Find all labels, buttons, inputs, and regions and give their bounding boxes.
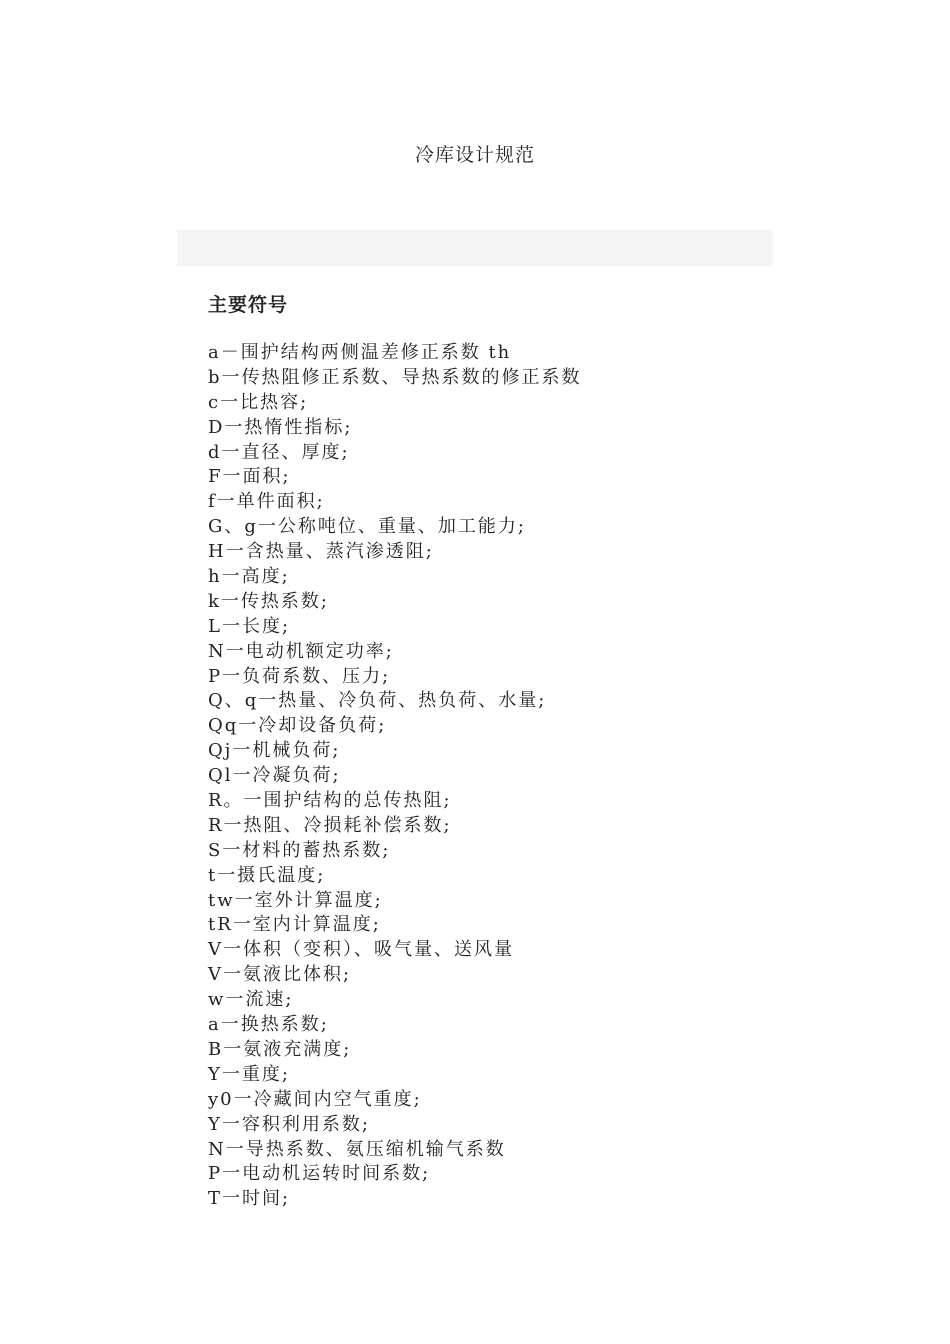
symbol-item: c一比热容; — [208, 391, 309, 413]
symbol-item: D一热惰性指标; — [208, 416, 353, 438]
symbol-item: d一直径、厚度; — [208, 441, 350, 463]
symbol-item: tR一室内计算温度; — [208, 914, 381, 936]
symbol-item: h一高度; — [208, 566, 290, 588]
symbol-item: R。一围护结构的总传热阻; — [208, 790, 452, 812]
symbol-item: b一传热阻修正系数、导热系数的修正系数 — [208, 366, 582, 388]
symbol-item: Y一容积利用系数; — [208, 1113, 370, 1135]
symbol-item: Ql一冷凝负荷; — [208, 765, 341, 787]
symbol-item: V一体积（变积）、吸气量、送风量 — [208, 939, 514, 961]
symbol-item: N一电动机额定功率; — [208, 640, 394, 662]
symbol-item: B一氨液充满度; — [208, 1038, 352, 1060]
symbol-item: Y一重度; — [208, 1063, 290, 1085]
symbol-item: H一含热量、蒸汽渗透阻; — [208, 541, 434, 563]
section-heading: 主要符号 — [208, 294, 289, 316]
symbol-item: tw一室外计算温度; — [208, 889, 383, 911]
symbol-item: L一长度; — [208, 615, 291, 637]
symbol-item: R一热阻、冷损耗补偿系数; — [208, 814, 452, 836]
symbol-item: N一导热系数、氨压缩机输气系数 — [208, 1138, 506, 1160]
symbol-item: f一单件面积; — [208, 491, 325, 513]
symbol-item: a一换热系数; — [208, 1014, 329, 1036]
symbol-item: Qj一机械负荷; — [208, 740, 341, 762]
symbol-item: V一氨液比体积; — [208, 964, 352, 986]
symbol-item: P一负荷系数、压力; — [208, 665, 391, 687]
symbol-item: a－围护结构两侧温差修正系数 th — [208, 342, 512, 363]
symbol-item: t一摄氏温度; — [208, 864, 326, 886]
symbol-item: T一时间; — [208, 1188, 291, 1210]
symbol-item: F一面积; — [208, 466, 291, 488]
symbol-item: S一材料的蓄热系数; — [208, 839, 391, 861]
symbol-list — [208, 341, 582, 1212]
document-title: 冷库设计规范 — [414, 144, 535, 166]
symbol-item: y0一冷藏间内空气重度; — [208, 1088, 422, 1110]
symbol-item: k一传热系数; — [208, 590, 329, 612]
symbol-item: w一流速; — [208, 989, 294, 1011]
symbol-item: P一电动机运转时间系数; — [208, 1163, 431, 1185]
gray-band-divider — [177, 230, 773, 266]
symbol-item: Qq一冷却设备负荷; — [208, 715, 387, 737]
symbol-item: Q、q一热量、冷负荷、热负荷、水量; — [208, 690, 547, 712]
symbol-item: G、g一公称吨位、重量、加工能力; — [208, 516, 526, 538]
